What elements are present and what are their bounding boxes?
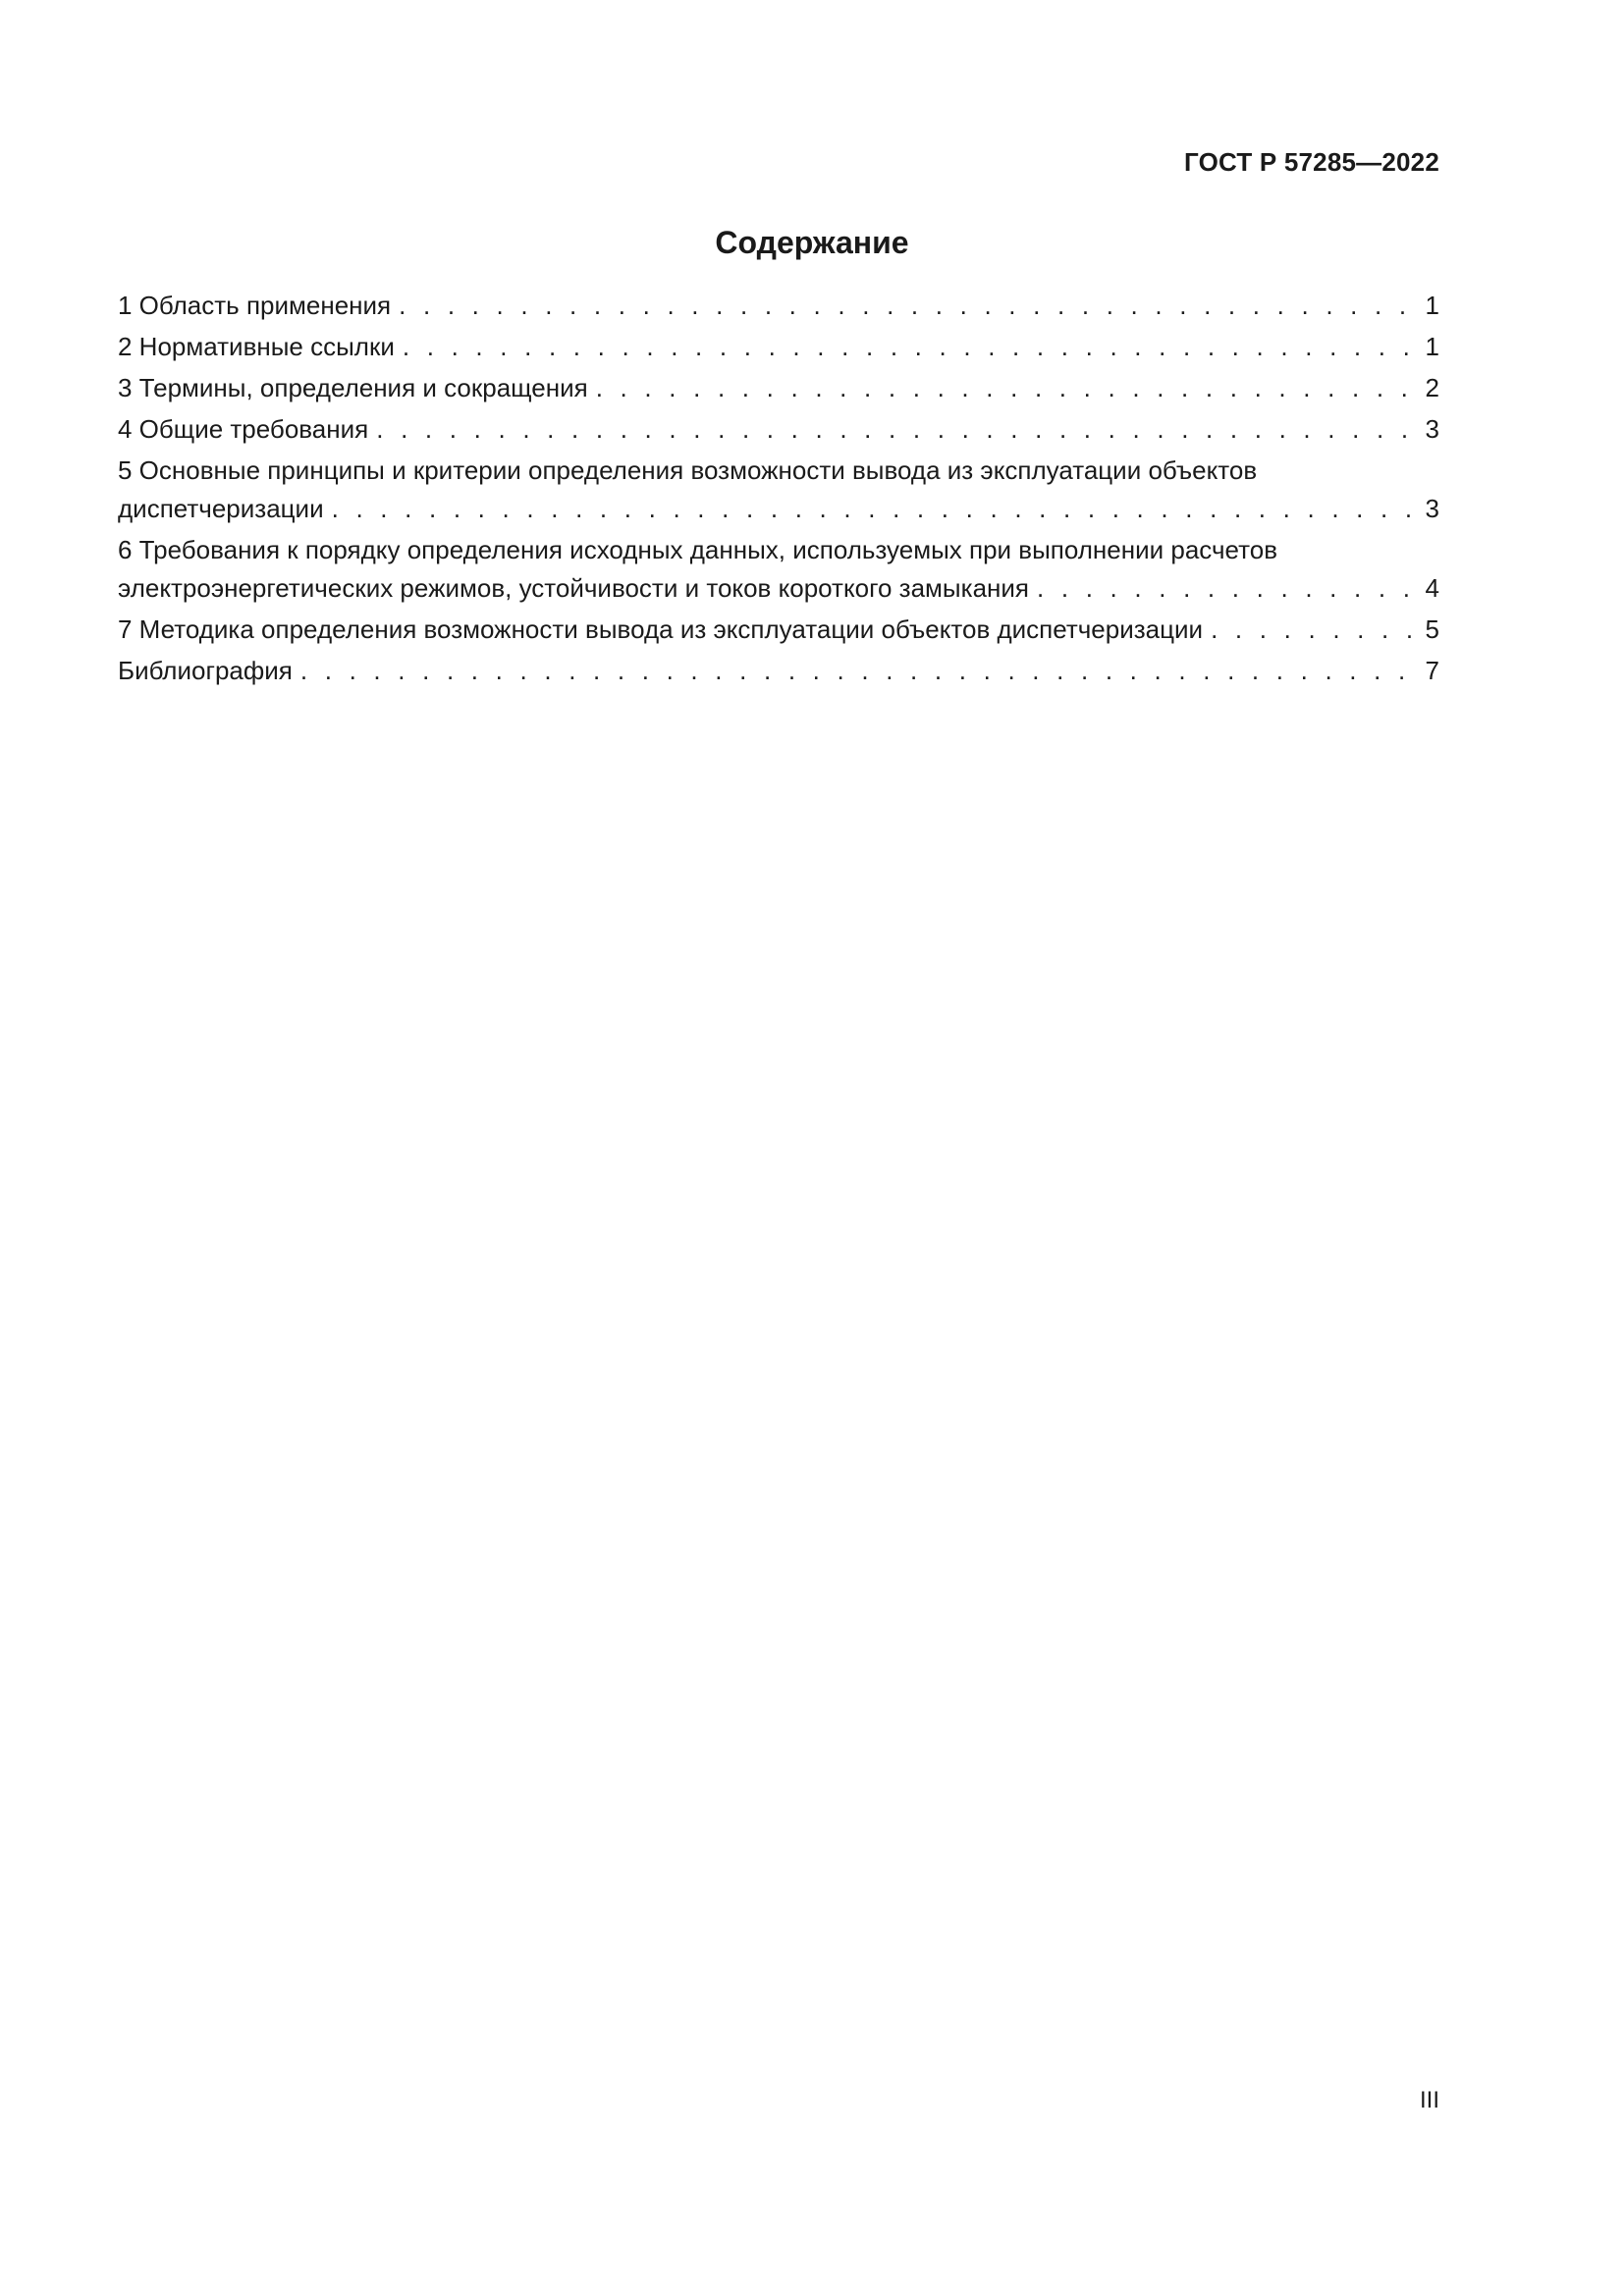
toc-entry-title: 4 Общие требования	[118, 414, 369, 444]
dot-leader	[399, 287, 1423, 325]
toc-entry-title: 5 Основные принципы и критерии определения возможности вывода из эксплуатации объектов	[118, 455, 1258, 485]
dot-leader	[596, 369, 1424, 407]
toc-entry-3[interactable]	[118, 369, 1439, 407]
toc-entry-page: 7	[1425, 656, 1439, 685]
dot-leader	[403, 328, 1424, 366]
toc-entry-page: 1	[1425, 291, 1439, 320]
toc-entry-title: 1 Область применения	[118, 291, 392, 320]
toc-entry-line	[118, 410, 1439, 449]
toc-entry-page: 4	[1425, 573, 1439, 603]
toc-entry-line	[118, 287, 1439, 325]
toc-entry-5[interactable]	[118, 452, 1439, 528]
page-number: III	[1419, 2087, 1439, 2113]
toc-entry-line	[118, 569, 1439, 608]
toc-entry-1[interactable]	[118, 287, 1439, 325]
toc-entry-page: 2	[1425, 373, 1439, 402]
toc-entry-page: 3	[1425, 494, 1439, 523]
toc-entry-bibliography[interactable]	[118, 652, 1439, 690]
toc-entry-title: 6 Требования к порядку определения исходных данных, используемых при выполнении расчетов	[118, 535, 1278, 564]
toc-entry-title: 3 Термины, определения и сокращения	[118, 373, 588, 402]
toc-entry-title: 2 Нормативные ссылки	[118, 332, 395, 361]
toc-entry-title: Библиография	[118, 656, 293, 685]
table-of-contents	[118, 287, 1439, 693]
toc-entry-title-continued: электроэнергетических режимов, устойчивости и токов короткого замыкания	[118, 573, 1029, 603]
toc-entry-title-continued: диспетчеризации	[118, 494, 324, 523]
toc-entry-line	[118, 611, 1439, 649]
document-code: ГОСТ Р 57285—2022	[1184, 147, 1439, 177]
toc-entry-title: 7 Методика определения возможности вывода из эксплуатации объектов диспетчеризации	[118, 614, 1204, 644]
dot-leader	[300, 652, 1424, 690]
toc-title: Содержание	[715, 225, 909, 260]
dot-leader	[376, 410, 1423, 449]
toc-entry-page: 3	[1425, 414, 1439, 444]
toc-entry-4[interactable]	[118, 410, 1439, 449]
toc-entry-2[interactable]	[118, 328, 1439, 366]
dot-leader	[332, 490, 1424, 528]
toc-entry-line	[118, 652, 1439, 690]
toc-entry-6[interactable]	[118, 531, 1439, 608]
toc-entry-line	[118, 369, 1439, 407]
toc-entry-line	[118, 328, 1439, 366]
toc-entry-page: 1	[1425, 332, 1439, 361]
toc-entry-7[interactable]	[118, 611, 1439, 649]
dot-leader	[1037, 569, 1424, 608]
toc-entry-page: 5	[1425, 614, 1439, 644]
dot-leader	[1211, 611, 1423, 649]
toc-entry-line	[118, 490, 1439, 528]
